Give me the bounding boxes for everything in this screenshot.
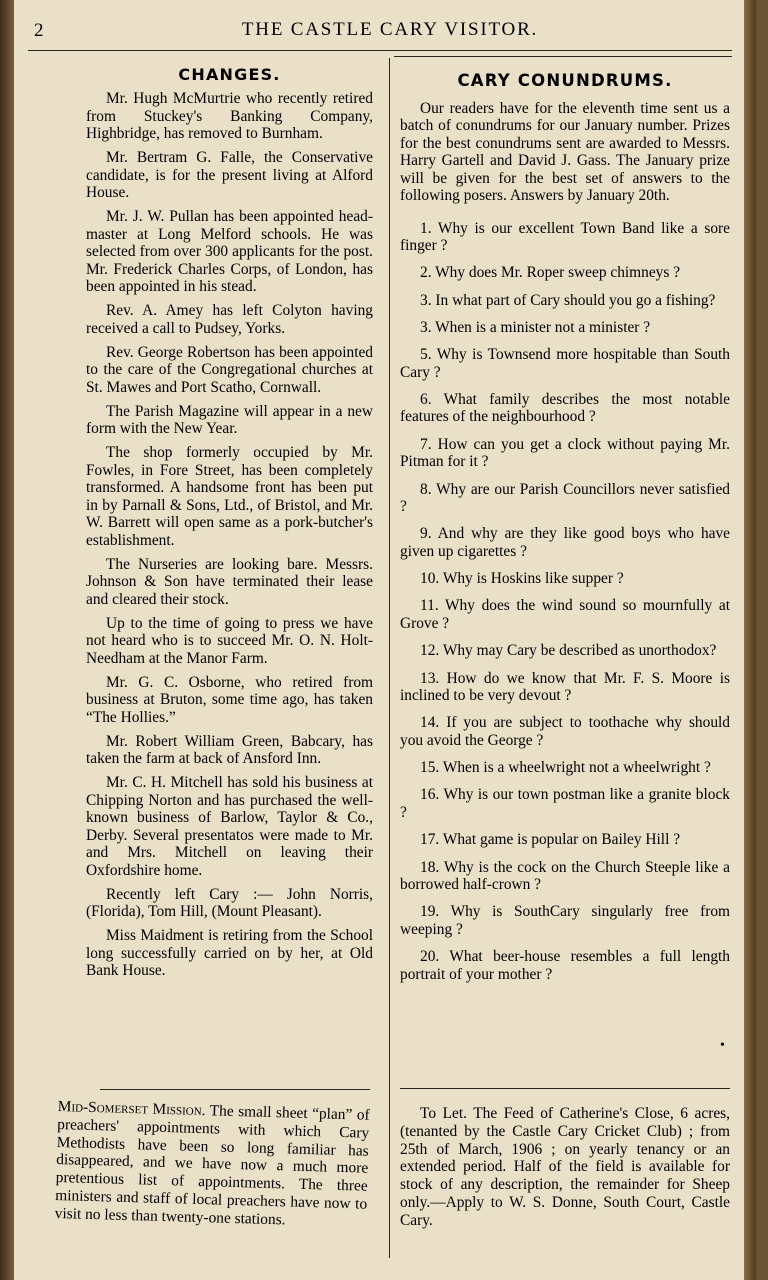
conundrum-text: Why does Mr. Roper sweep chimneys ? [435,264,681,282]
conundrum-item [400,346,730,381]
conundrum-item [400,670,730,705]
conundrum-text: Why is our town postman like a granite block ? [400,786,730,821]
conundrum-item [400,292,730,310]
page-number: 2 [34,20,44,41]
conundrum-item [400,714,730,749]
mission-title: Mid-Somerset Mission. [57,1098,206,1120]
conundrum-number: 13. [420,669,440,687]
changes-paragraph: Recently left Cary :— John Norris, (Florida), Tom Hill, (Mount Pleasant). [86,885,373,920]
conundrum-text: Why does the wind sound so mournfully at Grove ? [400,597,730,632]
changes-paragraph: The Parish Magazine will appear in a new form with the New Year. [86,402,373,437]
conundrum-number: 6. [420,390,432,408]
conundrums-intro: Our readers have for the eleventh time sent us a batch of conundrums for our January number. Prizes for the best conundrums sent are awarded to Messrs. Harry Gartell and David J. Gass. The January prize will be given for the best set of answers to the following posers. Answers by January 20th. [400,99,730,204]
changes-paragraph: The shop formerly occupied by Mr. Fowles, in Fore Street, has been completely transformed. A handsome front has been put in by Parnall & Sons, Ltd., of Bristol, and Mr. W. Barrett will open same as a pork-butcher's establishment. [86,444,373,549]
conundrum-text: When is a minister not a minister ? [435,318,651,336]
changes-paragraph: Up to the time of going to press we have not heard who is to succeed Mr. O. N. Holt-Needham at the Manor Farm. [86,614,373,667]
column-divider [389,58,390,1258]
conundrum-text: What game is popular on Bailey Hill ? [442,831,681,849]
changes-paragraph: Rev. A. Amey has left Colyton having received a call to Pudsey, Yorks. [86,302,373,337]
conundrum-text: If you are subject to toothache why should you avoid the George ? [400,714,730,749]
conundrum-item [400,570,730,588]
conundrum-text: Why may Cary be described as unorthodox? [442,642,717,660]
conundrum-number: 3. [420,291,432,309]
conundrum-number: 20. [420,948,440,966]
conundrum-item [400,319,730,337]
conundrum-item [400,220,730,255]
changes-paragraph: Mr. Robert William Green, Babcary, has taken the farm at back of Ansford Inn. [86,732,373,767]
conundrum-number: 8. [420,480,432,498]
section-rule-left [100,1089,370,1090]
conundrum-item [400,391,730,426]
changes-paragraph: Mr. C. H. Mitchell has sold his business at Chipping Norton and has purchased the well-known business of Barlow, Taylor & Co., Derby. Several presentatos were made to Mr. and Mrs. Mitchell on leaving their Oxfordshire home. [86,774,373,879]
conundrum-item [400,948,730,983]
section-rule-right [400,1088,730,1089]
changes-paragraph: Mr. Bertram G. Falle, the Conservative candidate, is for the present living at Alford House. [86,149,373,201]
conundrum-item [400,831,730,849]
conundrum-number: 15. [420,759,440,777]
conundrum-text: How do we know that Mr. F. S. Moore is inclined to be very devout ? [400,669,730,705]
mission-paragraph [55,1098,370,1231]
conundrum-number: 12. [420,642,440,660]
print-speck: • [720,1038,725,1053]
conundrum-item [400,525,730,560]
conundrum-number: 19. [420,903,440,921]
conundrum-item [400,642,730,660]
book-spine-shadow [0,0,14,1280]
header-rule [28,50,732,51]
conundrum-number: 17. [420,831,440,849]
conundrum-item [400,264,730,282]
conundrum-text: What family describes the most notable features of the neighbourhood ? [400,390,730,426]
conundrum-item [400,436,730,471]
changes-column [86,66,373,986]
changes-paragraph: Miss Maidment is retiring from the School long successfully carried on by her, at Old Bank House. [86,927,373,979]
conundrum-text: Why is our excellent Town Band like a sore finger ? [400,219,730,254]
conundrum-text: Why is the cock on the Church Steeple like a borrowed half-crown ? [400,858,730,894]
conundrum-item [400,903,730,938]
to-let-notice [400,1105,730,1230]
conundrum-item [400,759,730,777]
changes-paragraph: The Nurseries are looking bare. Messrs. Johnson & Son have terminated their lease and cleared their stock. [86,555,373,608]
changes-heading: CHANGES. [178,65,281,84]
mid-somerset-mission-notice [55,1098,370,1231]
page-edge-shadow [744,0,756,1280]
conundrum-text: What beer-house resembles a full length portrait of your mother ? [400,948,730,983]
conundrum-text: Why is Townsend more hospitable than South Cary ? [400,346,730,381]
conundrums-column [400,70,730,993]
conundrum-text: When is a wheelwright not a wheelwright ? [442,759,711,777]
right-column-top-rule [394,56,732,57]
conundrum-number: 16. [420,786,440,804]
conundrum-item [400,481,730,516]
changes-paragraph: Mr. J. W. Pullan has been appointed head-master at Long Melford schools. He was selected from over 300 applicants for the post. Mr. Frederick Charles Corps, of London, has been appointed in his stead. [86,208,373,295]
conundrum-text: And why are they like good boys who have given up cigarettes ? [400,525,731,560]
changes-paragraph: Mr. Hugh McMurtrie who recently retired from Stuckey's Banking Company, Highbridge, has removed to Burnham. [86,90,373,142]
conundrum-text: Why is Hoskins like supper ? [442,570,624,588]
conundrum-number: 10. [420,570,440,588]
conundrum-item [400,786,730,821]
conundrum-text: In what part of Cary should you go a fishing? [435,291,716,309]
conundrum-number: 14. [420,714,440,732]
conundrum-text: Why are our Parish Councillors never satisfied ? [400,480,730,516]
conundrum-number: 11. [420,597,439,615]
running-title: THE CASTLE CARY VISITOR. [241,19,539,40]
conundrum-number: 9. [420,525,432,543]
conundrum-number: 3. [420,318,432,336]
conundrums-heading: CARY CONUNDRUMS. [457,71,673,90]
conundrum-number: 18. [420,858,440,876]
conundrum-text: Why is SouthCary singularly free from weeping ? [400,903,730,938]
conundrum-number: 5. [420,346,432,364]
mission-text: The small sheet “plan” of preachers' appointments with which Cary Methodists have been so long familiar has disappeared, and we have now a much more pretentious list of appointments. The three ministers and staff of local preachers have now to visit no less than twenty-one stations. [54,1102,370,1229]
conundrum-number: 2. [420,264,432,282]
conundrum-number: 7. [420,435,432,453]
conundrum-text: How can you get a clock without paying Mr. Pitman for it ? [400,435,730,471]
conundrum-item [400,859,730,894]
changes-paragraph: Mr. G. C. Osborne, who retired from business at Bruton, some time ago, has taken “The Hollies.” [86,673,373,726]
conundrum-item [400,597,730,632]
conundrum-number: 1. [420,219,432,237]
changes-paragraph: Rev. George Robertson has been appointed to the care of the Congregational churches at St. Mawes and Port Scatho, Cornwall. [86,343,373,396]
conundrum-list [400,220,730,984]
to-let-text: To Let. The Feed of Catherine's Close, 6 acres, (tenanted by the Castle Cary Cricket Club) ; from 25th of March, 1906 ; on yearly tenancy or an extended period. Half of the field is available for stock of any description, the remainder for Sheep only.—Apply to W. S. Donne, South Court, Castle Cary. [400,1105,730,1229]
